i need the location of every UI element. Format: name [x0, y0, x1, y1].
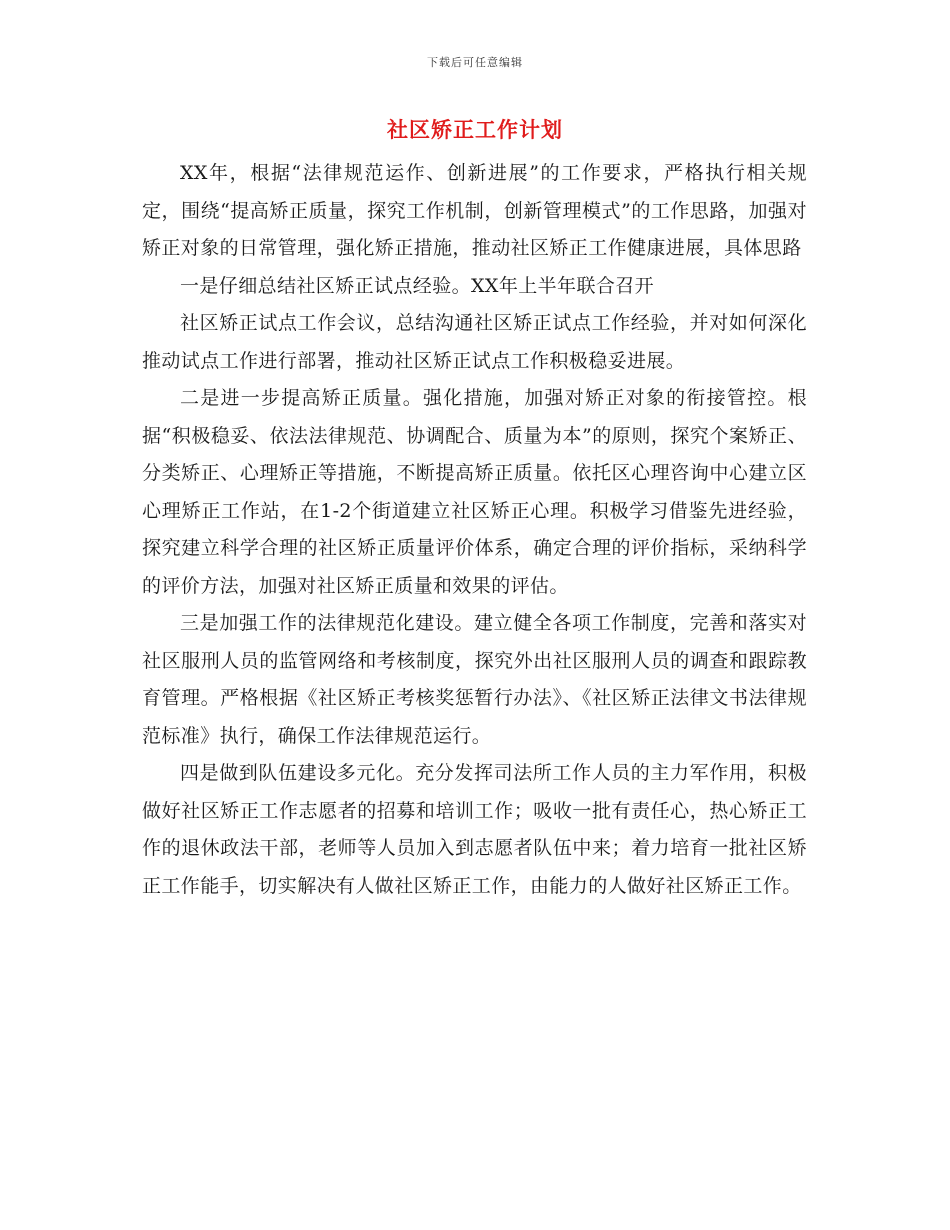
page-header-note: 下载后可任意编辑 [427, 56, 523, 69]
paragraph-item-3: 三是加强工作的法律规范化建设。建立健全各项工作制度，完善和落实对社区服刑人员的监管网络和考核制度，探究外出社区服刑人员的调查和跟踪教育管理。严格根据《社区矫正考核奖惩暂行办法》、《社区矫正法律文书法律规范标准》执行，确保工作法律规范运行。 [142, 612, 807, 747]
paragraph-item-1-continued: 社区矫正试点工作会议，总结沟通社区矫正试点工作经验，并对如何深化推动试点工作进行部署，推动社区矫正试点工作积极稳妥进展。 [142, 312, 807, 372]
paragraph-intro: XX年，根据“法律规范运作、创新进展”的工作要求，严格执行相关规定，围绕“提高矫正质量，探究工作机制，创新管理模式”的工作思路，加强对矫正对象的日常管理，强化矫正措施，推动社区矫正工作健康进展，具体思路 [142, 162, 807, 259]
paragraph-item-4: 四是做到队伍建设多元化。充分发挥司法所工作人员的主力军作用，积极做好社区矫正工作志愿者的招募和培训工作；吸收一批有责任心，热心矫正工作的退休政法干部，老师等人员加入到志愿者队伍中来；着力培育一批社区矫正工作能手，切实解决有人做社区矫正工作，由能力的人做好社区矫正工作。 [142, 762, 807, 897]
document-body [142, 155, 807, 905]
paragraph-item-2: 二是进一步提高矫正质量。强化措施，加强对矫正对象的衔接管控。根据“积极稳妥、依法法律规范、协调配合、质量为本”的原则，探究个案矫正、分类矫正、心理矫正等措施，不断提高矫正质量。依托区心理咨询中心建立区心理矫正工作站，在1-2个街道建立社区矫正心理。积极学习借鉴先进经验，探究建立科学合理的社区矫正质量评价体系，确定合理的评价指标，采纳科学的评价方法，加强对社区矫正质量和效果的评估。 [142, 387, 807, 597]
document-title: 社区矫正工作计划 [387, 117, 563, 142]
paragraph-item-1: 一是仔细总结社区矫正试点经验。XX年上半年联合召开 [180, 274, 655, 297]
